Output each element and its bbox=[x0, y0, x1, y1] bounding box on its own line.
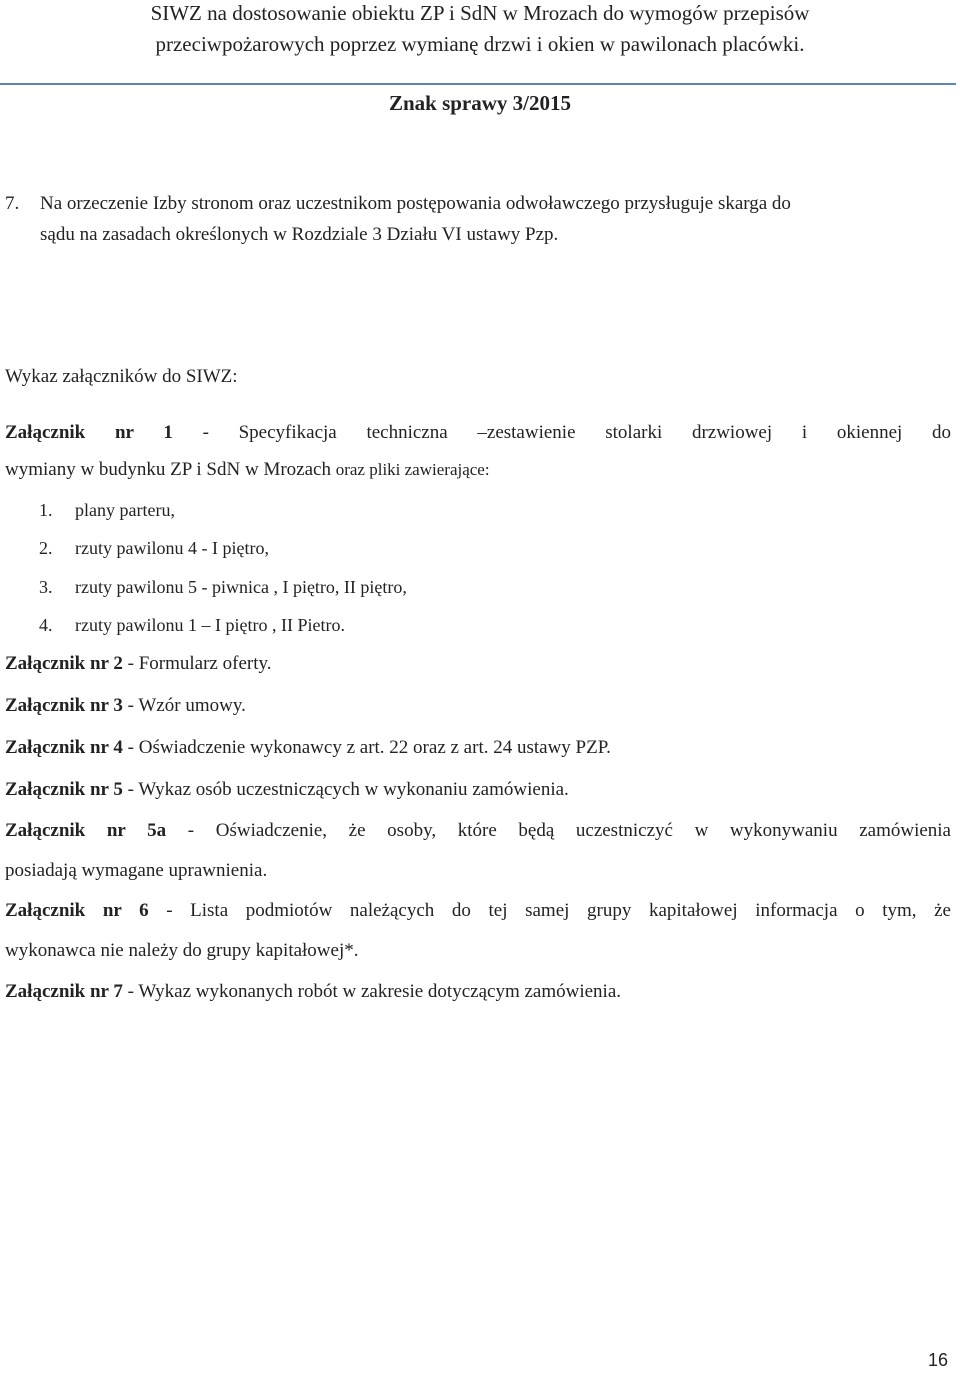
attachment-4-label: Załącznik nr 4 bbox=[5, 737, 123, 758]
plan-list-item bbox=[39, 495, 175, 525]
attachment-1-label: Załącznik nr 1 bbox=[5, 422, 173, 443]
attachment-6-label: Załącznik nr 6 bbox=[5, 900, 149, 921]
plan-list-item bbox=[39, 610, 345, 640]
plan-list-item-text: plany parteru, bbox=[75, 500, 175, 520]
attachment-6-line-2: wykonawca nie należy do grupy kapitałowej*. bbox=[5, 940, 359, 961]
plan-list-item bbox=[39, 533, 269, 563]
attachment-3 bbox=[5, 691, 246, 721]
header-divider bbox=[0, 83, 956, 85]
attachment-4 bbox=[5, 733, 611, 763]
attachment-3-label: Załącznik nr 3 bbox=[5, 695, 123, 716]
attachment-5a-line-2: posiadają wymagane uprawnienia. bbox=[5, 860, 268, 881]
header-title-line-2: przeciwpożarowych poprzez wymianę drzwi i okien w pawilonach placówki. bbox=[155, 32, 805, 56]
plan-list-item-number: 2. bbox=[39, 538, 53, 558]
plan-list-item-text: rzuty pawilonu 5 - piwnica , I piętro, II piętro, bbox=[75, 577, 407, 597]
paragraph-7-number: 7. bbox=[5, 193, 20, 214]
plan-list-item-text: rzuty pawilonu 4 - I piętro, bbox=[75, 538, 269, 558]
plan-list-item-number: 3. bbox=[39, 577, 53, 597]
attachment-6-line-1 bbox=[5, 896, 951, 926]
attachment-3-description: - Wzór umowy. bbox=[122, 695, 246, 716]
paragraph-7 bbox=[5, 188, 951, 250]
page-number: 16 bbox=[928, 1350, 949, 1370]
plan-list-item bbox=[39, 572, 407, 602]
paragraph-7-line-1: Na orzeczenie Izby stronom oraz uczestnikom postępowania odwoławczego przysługuje skarga do bbox=[40, 193, 791, 214]
attachment-5 bbox=[5, 775, 569, 805]
attachment-7 bbox=[5, 977, 621, 1007]
attachment-1-line-2a: wymiany w budynku ZP i SdN w Mrozach bbox=[5, 459, 336, 480]
attachment-2-description: - Formularz oferty. bbox=[122, 653, 272, 674]
attachment-5-label: Załącznik nr 5 bbox=[5, 779, 123, 800]
attachment-5a-label: Załącznik nr 5a bbox=[5, 820, 167, 841]
attachment-6-description: - Lista podmiotów należących do tej samej grupy kapitałowej informacja o tym, że bbox=[148, 900, 951, 921]
page-header bbox=[0, 0, 960, 84]
reference-number: Znak sprawy 3/2015 bbox=[388, 91, 572, 115]
paragraph-7-line-2: sądu na zasadach określonych w Rozdziale 3 Działu VI ustawy Pzp. bbox=[40, 224, 559, 245]
plan-list-item-text: rzuty pawilonu 1 – I piętro , II Pietro. bbox=[75, 615, 345, 635]
attachment-5a-description: - Oświadczenie, że osoby, które będą uczestniczyć w wykonywaniu zamówienia bbox=[166, 820, 951, 841]
header-title-line-1: SIWZ na dostosowanie obiektu ZP i SdN w Mrozach do wymogów przepisów bbox=[150, 1, 810, 25]
attachment-1-line-2b: oraz pliki zawierające: bbox=[335, 460, 490, 479]
attachment-1-line-2 bbox=[5, 453, 490, 487]
attachment-4-description: - Oświadczenie wykonawcy z art. 22 oraz z art. 24 ustawy PZP. bbox=[122, 737, 611, 758]
attachment-1-line-1 bbox=[5, 412, 951, 453]
attachment-5-description: - Wykaz osób uczestniczących w wykonaniu zamówienia. bbox=[122, 779, 569, 800]
attachment-1-description: - Specyfikacja techniczna –zestawienie stolarki drzwiowej i okiennej do bbox=[172, 422, 952, 443]
attachment-7-label: Załącznik nr 7 bbox=[5, 981, 123, 1002]
attachment-2 bbox=[5, 649, 272, 679]
attachments-title: Wykaz załączników do SIWZ: bbox=[5, 366, 238, 387]
plan-list-item-number: 1. bbox=[39, 500, 53, 520]
attachment-2-label: Załącznik nr 2 bbox=[5, 653, 123, 674]
plan-list-item-number: 4. bbox=[39, 615, 53, 635]
attachment-5a-line-1 bbox=[5, 816, 951, 846]
attachment-7-description: - Wykaz wykonanych robót w zakresie dotyczącym zamówienia. bbox=[122, 981, 622, 1002]
